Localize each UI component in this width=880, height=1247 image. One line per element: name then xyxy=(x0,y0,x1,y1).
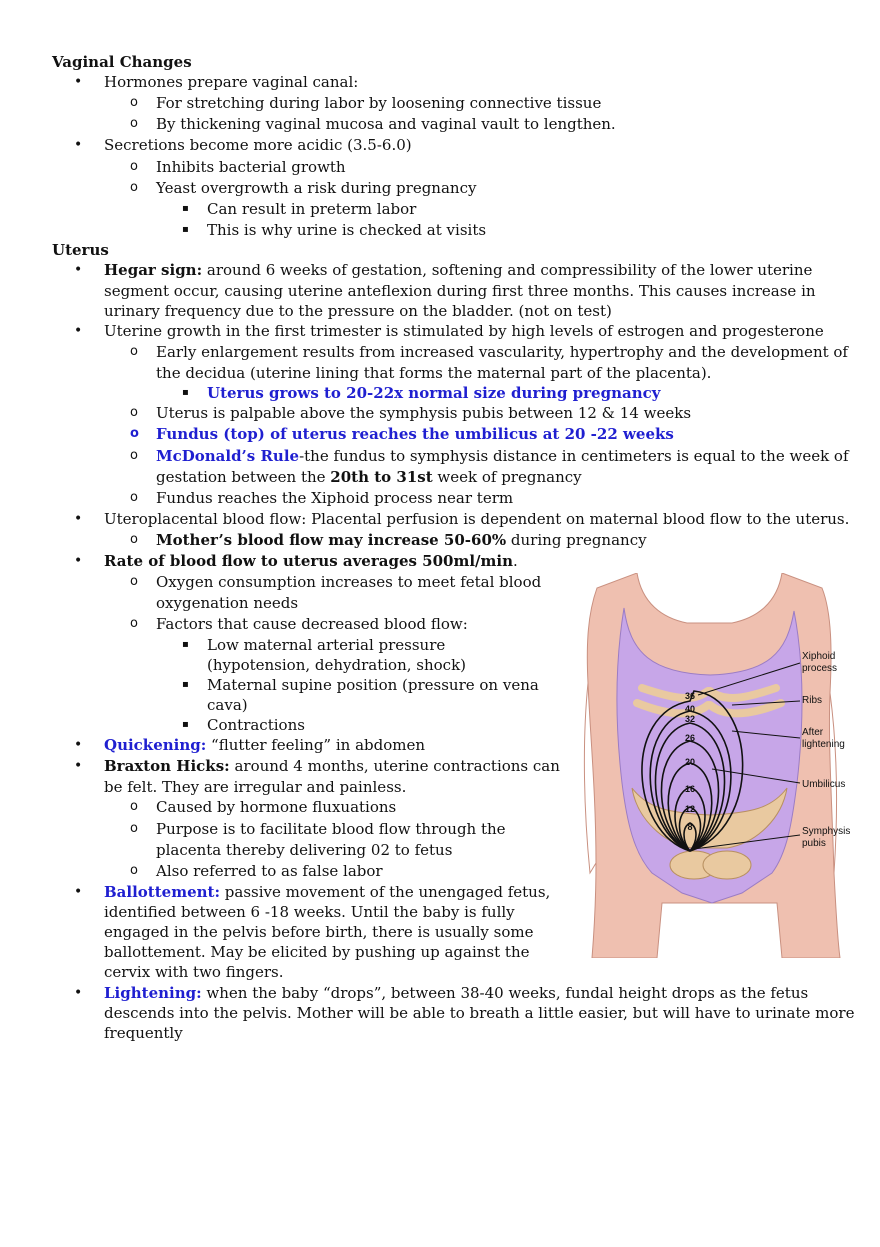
list-item: Uterus is palpable above the symphysis pubis between 12 & 14 weeks xyxy=(156,404,692,422)
emphasis: Rate of blood flow to uterus averages 500ml/min xyxy=(104,552,513,570)
circle-bullet-icon: o xyxy=(130,180,138,195)
circle-bullet-icon: o xyxy=(130,532,138,547)
highlight-item: Uterus grows to 20-22x normal size during pregnancy xyxy=(207,384,661,402)
bullet-icon: • xyxy=(74,758,83,774)
week-label: 16 xyxy=(684,784,696,794)
ballottement-line: ballottement. May be elicited by pushing up against the xyxy=(104,943,530,961)
bullet-icon: • xyxy=(74,74,83,90)
circle-bullet-icon: o xyxy=(130,116,138,131)
braxton-hicks-line: be felt. They are irregular and painless. xyxy=(104,778,407,796)
week-label: 8 xyxy=(687,822,693,832)
list-item-line: oxygenation needs xyxy=(156,594,299,612)
hegar-sign-item xyxy=(104,260,812,280)
list-item: Factors that cause decreased blood flow: xyxy=(156,615,468,633)
list-item: Hormones prepare vaginal canal: xyxy=(104,73,359,91)
list-item-line: (hypotension, dehydration, shock) xyxy=(207,656,467,674)
label-after-lightening: lightening xyxy=(802,739,845,750)
bullet-icon: • xyxy=(74,553,83,569)
bullet-icon: • xyxy=(74,511,83,527)
list-item: Also referred to as false labor xyxy=(156,862,383,880)
text: week of pregnancy xyxy=(432,468,582,486)
braxton-hicks-item xyxy=(104,756,560,776)
text: “flutter feeling” in abdomen xyxy=(206,736,426,754)
label-xiphoid: process xyxy=(802,663,838,674)
pubis xyxy=(703,851,751,879)
list-item: Oxygen consumption increases to meet fetal blood xyxy=(156,573,542,591)
term: Quickening: xyxy=(104,736,207,754)
circle-bullet-icon: o xyxy=(130,863,138,878)
label-umbilicus: Umbilicus xyxy=(802,779,846,790)
lightening-line: frequently xyxy=(104,1024,183,1042)
square-bullet-icon: ▪ xyxy=(182,203,189,214)
list-item xyxy=(156,530,647,550)
bullet-icon: • xyxy=(74,985,83,1001)
week-label: 12 xyxy=(684,804,696,814)
circle-bullet-icon: o xyxy=(130,821,138,836)
bullet-icon: • xyxy=(74,323,83,339)
circle-bullet-icon: o xyxy=(130,799,138,814)
list-item: Inhibits bacterial growth xyxy=(156,158,346,176)
circle-bullet-icon: o xyxy=(130,490,138,505)
circle-bullet-icon: o xyxy=(130,405,138,420)
lightening-item xyxy=(104,983,808,1003)
list-item: Fundus reaches the Xiphoid process near term xyxy=(156,489,514,507)
list-item: Yeast overgrowth a risk during pregnancy xyxy=(156,179,477,197)
circle-bullet-icon: o xyxy=(130,574,138,589)
circle-bullet-icon: o xyxy=(130,95,138,110)
circle-bullet-icon: o xyxy=(130,344,138,359)
circle-bullet-icon: o xyxy=(130,159,138,174)
ballottement-item xyxy=(104,882,550,902)
list-item: Can result in preterm labor xyxy=(207,200,417,218)
emphasis: 20th to 31st xyxy=(330,468,433,486)
bullet-icon: • xyxy=(74,262,83,278)
list-item: Low maternal arterial pressure xyxy=(207,636,446,654)
square-bullet-icon: ▪ xyxy=(182,639,189,650)
list-item: This is why urine is checked at visits xyxy=(207,221,487,239)
hegar-sign-line: segment occur, causing uterine anteflexion during first three months. This causes increase in xyxy=(104,282,816,300)
week-label: 36 xyxy=(684,691,696,701)
square-bullet-icon: ▪ xyxy=(182,679,189,690)
circle-bullet-icon: o xyxy=(130,448,138,463)
week-label: 26 xyxy=(684,733,696,743)
lightening-line: descends into the pelvis. Mother will be able to breath a little easier, but will have to urinate more xyxy=(104,1004,855,1022)
ballottement-line: identified between 6 -18 weeks. Until the baby is fully xyxy=(104,903,515,921)
section-heading-uterus: Uterus xyxy=(52,241,109,259)
week-label: 20 xyxy=(684,757,696,767)
mcdonald-rule-item xyxy=(156,446,849,466)
list-item: By thickening vaginal mucosa and vaginal vault to lengthen. xyxy=(156,115,616,133)
list-item-line: the decidua (uterine lining that forms the maternal part of the placenta). xyxy=(156,364,712,382)
section-heading-vaginal: Vaginal Changes xyxy=(52,53,192,71)
week-label: 40 xyxy=(684,704,696,714)
bullet-icon: • xyxy=(74,137,83,153)
label-xiphoid: Xiphoid xyxy=(802,651,836,662)
list-item: Secretions become more acidic (3.5-6.0) xyxy=(104,136,412,154)
week-label: 32 xyxy=(684,714,696,724)
quickening-item xyxy=(104,735,425,755)
ballottement-line: engaged in the pelvis before birth, there is usually some xyxy=(104,923,534,941)
text: when the baby “drops”, between 38-40 weeks, fundal height drops as the fetus xyxy=(201,984,809,1002)
square-bullet-icon: ▪ xyxy=(182,719,189,730)
text: passive movement of the unengaged fetus, xyxy=(220,883,551,901)
list-item: Uteroplacental blood flow: Placental perfusion is dependent on maternal blood flow to the uterus. xyxy=(104,510,850,528)
list-item: Contractions xyxy=(207,716,305,734)
list-item: Caused by hormone fluxuations xyxy=(156,798,397,816)
label-ribs: Ribs xyxy=(802,695,823,706)
text: during pregnancy xyxy=(506,531,647,549)
circle-bullet-icon: o xyxy=(130,616,138,631)
list-item: For stretching during labor by loosening connective tissue xyxy=(156,94,602,112)
label-symphysis: Symphysis xyxy=(802,826,851,837)
list-item: Uterine growth in the first trimester is stimulated by high levels of estrogen and progesterone xyxy=(104,322,824,340)
term: Braxton Hicks: xyxy=(104,757,230,775)
list-item-line: placenta thereby delivering 02 to fetus xyxy=(156,841,453,859)
term: Lightening: xyxy=(104,984,202,1002)
text: gestation between the xyxy=(156,468,331,486)
list-item: Purpose is to facilitate blood flow through the xyxy=(156,820,506,838)
list-item: Early enlargement results from increased vascularity, hypertrophy and the development of xyxy=(156,343,848,361)
fundal-height-illustration xyxy=(582,573,857,958)
text: . xyxy=(513,552,518,570)
term: Ballottement: xyxy=(104,883,220,901)
ballottement-line: cervix with two fingers. xyxy=(104,963,284,981)
mcdonald-rule-line xyxy=(156,467,582,487)
term: Hegar sign: xyxy=(104,261,203,279)
text: around 6 weeks of gestation, softening and compressibility of the lower uterine xyxy=(202,261,813,279)
bullet-icon: • xyxy=(74,884,83,900)
emphasis: Mother’s blood flow may increase 50-60% xyxy=(156,531,507,549)
highlight-item: Fundus (top) of uterus reaches the umbilicus at 20 -22 weeks xyxy=(156,425,674,443)
square-bullet-icon: ▪ xyxy=(182,387,189,398)
label-after-lightening: After xyxy=(802,727,824,738)
bullet-icon: • xyxy=(74,737,83,753)
list-item-line: cava) xyxy=(207,696,248,714)
text: -the fundus to symphysis distance in centimeters is equal to the week of xyxy=(299,447,849,465)
label-symphysis: pubis xyxy=(802,838,826,849)
term: McDonald’s Rule xyxy=(156,447,300,465)
list-item: Maternal supine position (pressure on vena xyxy=(207,676,539,694)
list-item xyxy=(104,551,518,571)
circle-bullet-icon: o xyxy=(130,426,139,441)
text: around 4 months, uterine contractions can xyxy=(229,757,560,775)
hegar-sign-line: urinary frequency due to the pressure on the bladder. (not on test) xyxy=(104,302,612,320)
square-bullet-icon: ▪ xyxy=(182,224,189,235)
